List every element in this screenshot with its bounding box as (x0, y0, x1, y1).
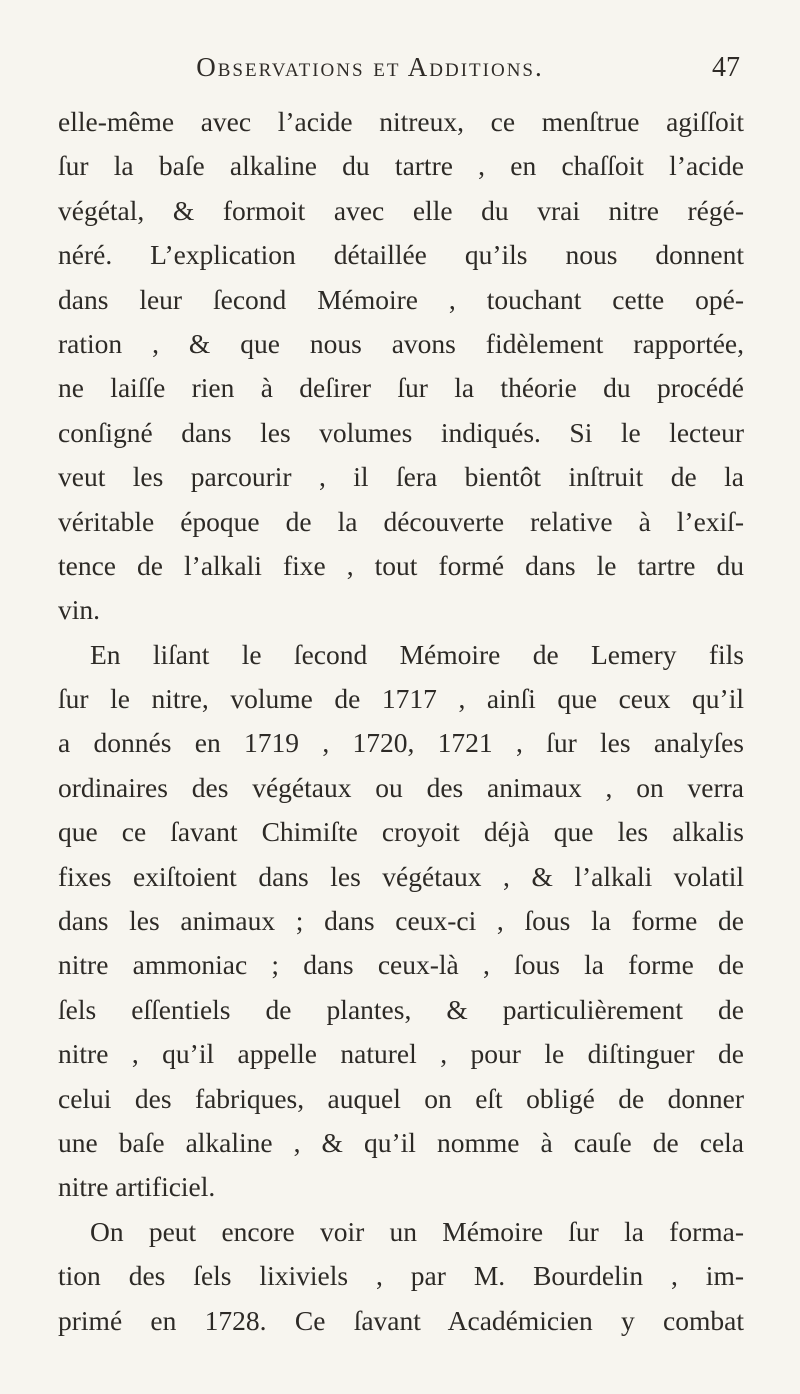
text-line: ſur la baſe alkaline du tartre , en chaſſoit l’acide (58, 150, 744, 182)
text-line: vin. (58, 594, 101, 626)
running-title: Observations et Additions. (196, 52, 544, 82)
text-line: tence de l’alkali fixe , tout formé dans le tartre du (58, 549, 744, 581)
text-line: végétal, & formoit avec elle du vrai nitre régé- (58, 194, 744, 226)
body-text (58, 100, 744, 1343)
text-line: nitre ammoniac ; dans ceux-là , ſous la forme de (58, 949, 744, 981)
page-number: 47 (712, 52, 740, 83)
text-line: fixes exiſtoient dans les végétaux , & l’alkali volatil (58, 860, 744, 892)
running-head (60, 52, 740, 96)
text-line: néré. L’explication détaillée qu’ils nous donnent (58, 239, 744, 271)
text-line: tion des ſels lixiviels , par M. Bourdelin , im- (58, 1260, 744, 1292)
text-line: véritable époque de la découverte relative à l’exiſ- (58, 505, 744, 537)
text-line: elle-même avec l’acide nitreux, ce menſtrue agiſſoit (58, 106, 744, 137)
text-line: ordinaires des végétaux ou des animaux , on verra (58, 771, 744, 803)
text-line: ſels eſſentiels de plantes, & particulièrement de (58, 993, 744, 1025)
text-line: ſur le nitre, volume de 1717 , ainſi que ceux qu’il (58, 683, 744, 715)
text-line: veut les parcourir , il ſera bientôt inſtruit de la (58, 461, 744, 493)
text-line: nitre artificiel. (58, 1171, 216, 1203)
text-line: celui des fabriques, auquel on eſt obligé de donner (58, 1082, 744, 1114)
text-line: dans les animaux ; dans ceux-ci , ſous la forme de (58, 905, 744, 937)
text-line: primé en 1728. Ce ſavant Académicien y combat (58, 1304, 744, 1336)
text-line: nitre , qu’il appelle naturel , pour le diſtinguer de (58, 1038, 744, 1070)
paragraph-start-line: En liſant le ſecond Mémoire de Lemery fils (90, 638, 744, 670)
text-line: que ce ſavant Chimiſte croyoit déjà que les alkalis (58, 816, 744, 848)
text-line: dans leur ſecond Mémoire , touchant cette opé- (58, 283, 744, 315)
text-line: une baſe alkaline , & qu’il nomme à cauſe de cela (58, 1126, 744, 1158)
text-line: ration , & que nous avons fidèlement rapportée, (58, 327, 744, 359)
paragraph-start-line: On peut encore voir un Mémoire ſur la forma- (90, 1215, 744, 1247)
text-line: conſigné dans les volumes indiqués. Si le lecteur (58, 416, 744, 448)
text-line: ne laiſſe rien à deſirer ſur la théorie du procédé (58, 372, 744, 404)
text-line: a donnés en 1719 , 1720, 1721 , ſur les analyſes (58, 727, 744, 759)
